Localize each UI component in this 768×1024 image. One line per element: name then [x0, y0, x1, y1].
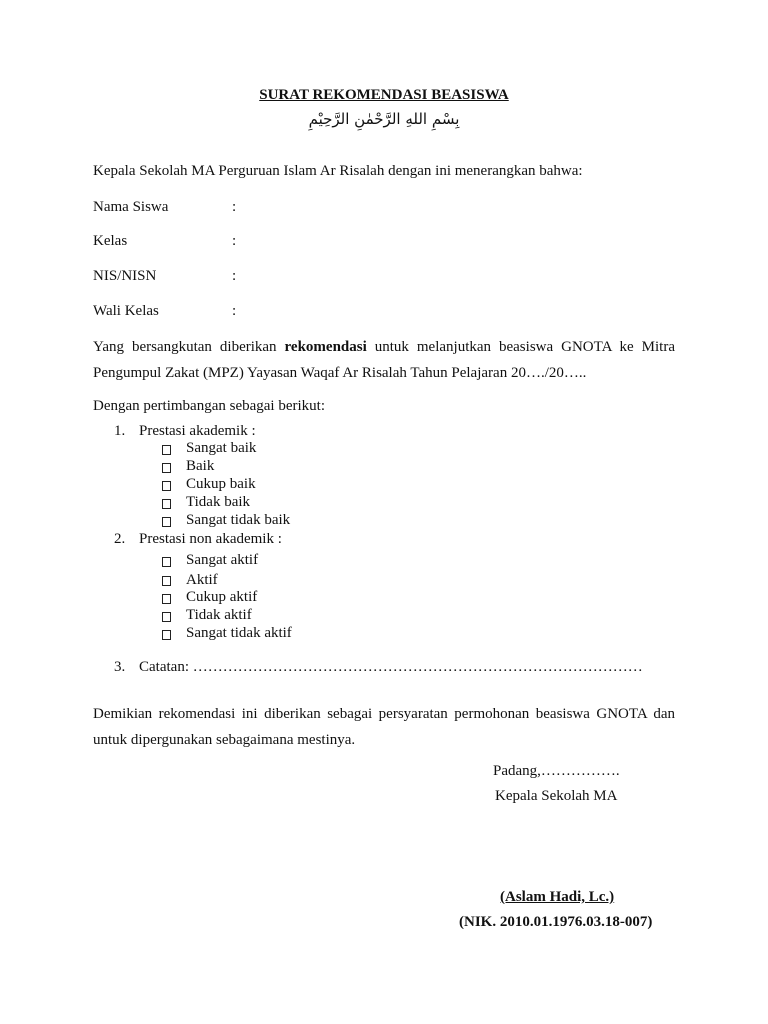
recommendation-paragraph: [93, 334, 675, 386]
non-academic-option: Cukup aktif: [186, 589, 258, 605]
non-academic-option: Sangat aktif: [186, 552, 259, 568]
academic-option: Sangat tidak baik: [186, 512, 291, 528]
recommendation-bold-word: rekomendasi: [284, 339, 367, 355]
signatory-nik: (NIK. 2010.01.1976.03.18-007): [459, 914, 653, 930]
signature-position: Kepala Sekolah MA: [495, 788, 618, 804]
checkbox-icon[interactable]: [162, 630, 171, 640]
intro-text: Kepala Sekolah MA Perguruan Islam Ar Risalah dengan ini menerangkan bahwa:: [93, 163, 583, 179]
document-title: SURAT REKOMENDASI BEASISWA: [259, 87, 509, 103]
notes-line: Catatan: ………………………………………………………………………………: [139, 659, 643, 675]
field-label-nama-siswa: Nama Siswa: [93, 199, 169, 215]
checkbox-icon[interactable]: [162, 463, 171, 473]
academic-option: Sangat baik: [186, 440, 257, 456]
field-colon: :: [232, 303, 237, 319]
academic-option: Baik: [186, 458, 215, 474]
recommendation-text-after: untuk melanjutkan beasiswa GNOTA ke Mitra Pengumpul Zakat (MPZ) Yayasan Waqaf Ar Risalah Tahun Pelajaran 20…./20…..: [93, 339, 676, 381]
list-number: 2.: [114, 531, 126, 547]
non-academic-option: Tidak aktif: [186, 607, 252, 623]
non-academic-option: Sangat tidak aktif: [186, 625, 292, 641]
considerations-intro: Dengan pertimbangan sebagai berikut:: [93, 398, 326, 414]
field-colon: :: [232, 199, 237, 215]
checkbox-icon[interactable]: [162, 499, 171, 509]
checkbox-icon[interactable]: [162, 612, 171, 622]
academic-achievement-label: Prestasi akademik :: [139, 423, 256, 439]
signatory-name: (Aslam Hadi, Lc.): [500, 889, 615, 905]
checkbox-icon[interactable]: [162, 445, 171, 455]
field-colon: :: [232, 233, 237, 249]
closing-paragraph: Demikian rekomendasi ini diberikan sebagai persyaratan permohonan beasiswa GNOTA dan untuk dipergunakan sebagaimana mestinya.: [93, 706, 675, 748]
checkbox-icon[interactable]: [162, 481, 171, 491]
field-label-wali-kelas: Wali Kelas: [93, 303, 159, 319]
basmala-text: بِسْمِ اللهِ الرَّحْمٰنِ الرَّحِيْمِ: [308, 110, 460, 128]
field-label-nis-nisn: NIS/NISN: [93, 268, 157, 284]
list-number: 1.: [114, 423, 126, 439]
academic-option: Cukup baik: [186, 476, 256, 492]
field-label-kelas: Kelas: [93, 233, 128, 249]
field-colon: :: [232, 268, 237, 284]
non-academic-achievement-label: Prestasi non akademik :: [139, 531, 282, 547]
signature-place-date: Padang,…………….: [493, 763, 620, 779]
recommendation-text-before: Yang bersangkutan diberikan: [93, 339, 285, 355]
checkbox-icon[interactable]: [162, 576, 171, 586]
academic-option: Tidak baik: [186, 494, 251, 510]
checkbox-icon[interactable]: [162, 557, 171, 567]
list-number: 3.: [114, 659, 126, 675]
non-academic-option: Aktif: [186, 572, 218, 588]
checkbox-icon[interactable]: [162, 594, 171, 604]
checkbox-icon[interactable]: [162, 517, 171, 527]
